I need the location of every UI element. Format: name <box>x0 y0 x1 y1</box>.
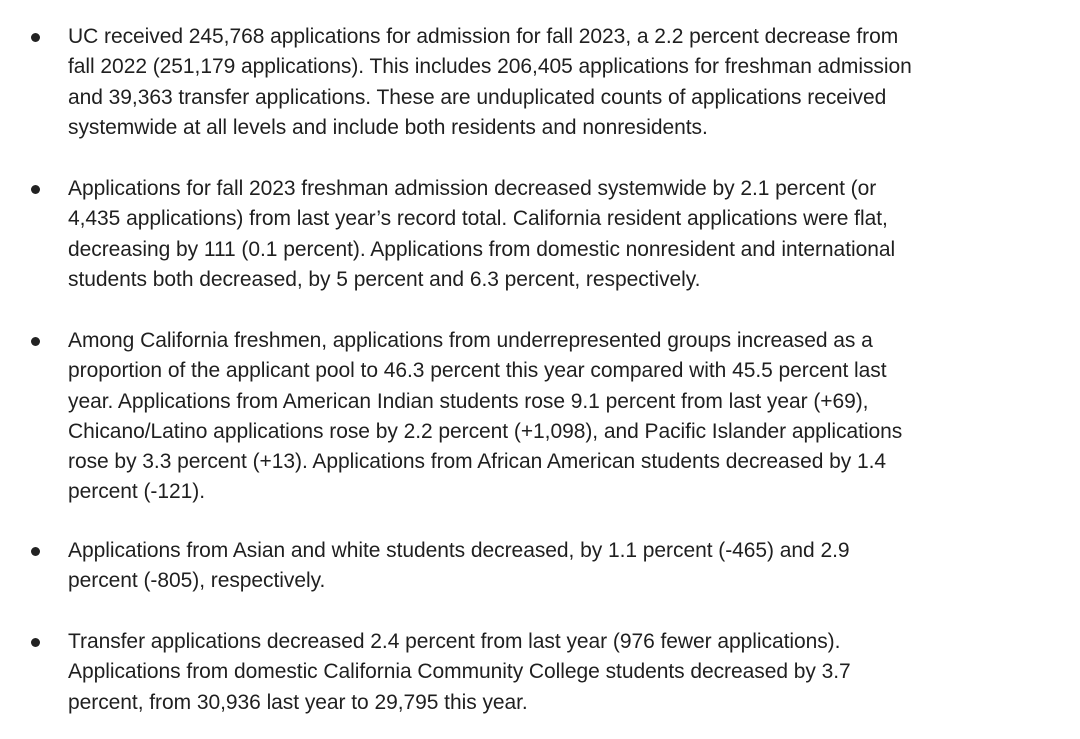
bullet-text <box>68 627 1068 718</box>
text-line: percent (-121). <box>68 480 205 504</box>
bullet-text <box>68 174 1068 295</box>
text-line: Among California freshmen, applications from underrepresented groups increased as a <box>68 329 873 352</box>
bullet-dot <box>31 33 40 42</box>
bullet-text <box>68 536 1068 597</box>
text-line: Applications from Asian and white students decreased, by 1.1 percent (-465) and 2.9 <box>68 539 850 562</box>
bullet-dot <box>31 547 40 556</box>
text-line: Transfer applications decreased 2.4 percent from last year (976 fewer applications). <box>68 630 841 653</box>
bullet-dot <box>31 185 40 194</box>
text-line: decreasing by 111 (0.1 percent). Applications from domestic nonresident and international <box>68 237 896 261</box>
bullet-text <box>68 326 1068 508</box>
text-line: proportion of the applicant pool to 46.3 percent this year compared with 45.5 percent last <box>68 359 887 383</box>
text-line: fall 2022 (251,179 applications). This includes 206,405 applications for freshman admission <box>68 55 912 79</box>
text-line: percent (-805), respectively. <box>68 569 326 593</box>
text-line: and 39,363 transfer applications. These are unduplicated counts of applications received <box>68 85 887 109</box>
text-line: Applications for fall 2023 freshman admission decreased systemwide by 2.1 percent (or <box>68 177 877 200</box>
text-line: 4,435 applications) from last year’s record total. California resident applications were flat, <box>68 207 888 231</box>
bullet-text <box>68 22 1068 143</box>
text-line: rose by 3.3 percent (+13). Applications from African American students decreased by 1.4 <box>68 450 887 474</box>
bullet-dot <box>31 337 40 346</box>
text-line: percent, from 30,936 last year to 29,795 this year. <box>68 690 528 714</box>
text-line: UC received 245,768 applications for admission for fall 2023, a 2.2 percent decrease from <box>68 25 899 48</box>
text-line: Chicano/Latino applications rose by 2.2 percent (+1,098), and Pacific Islander applications <box>68 419 903 443</box>
text-line: students both decreased, by 5 percent and 6.3 percent, respectively. <box>68 267 701 291</box>
text-line: year. Applications from American Indian students rose 9.1 percent from last year (+69), <box>68 389 869 413</box>
text-line: systemwide at all levels and include both residents and nonresidents. <box>68 115 708 139</box>
bullet-dot <box>31 638 40 647</box>
text-line: Applications from domestic California Community College students decreased by 3.7 <box>68 660 851 684</box>
